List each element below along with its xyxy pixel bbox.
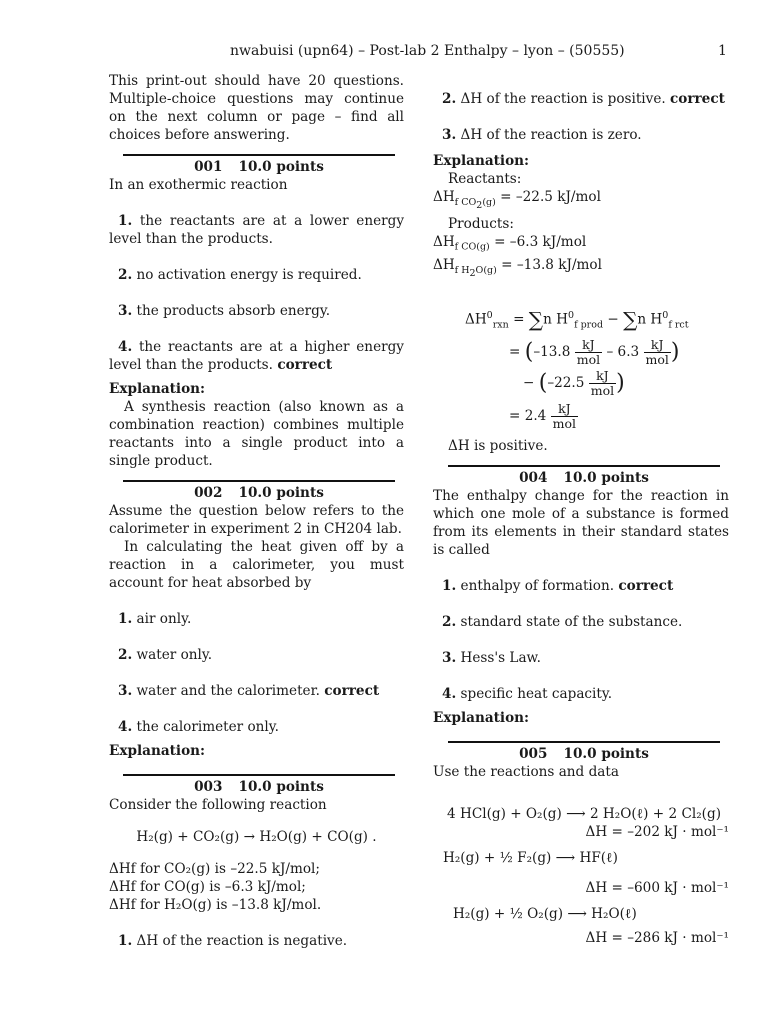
question-points: 10.0 points [563, 746, 649, 763]
choice-item: 4. the reactants are at a higher energy level than the products. correct [109, 339, 404, 373]
question-points: 10.0 points [238, 779, 324, 795]
choice-item: 3. the products absorb energy. [118, 303, 331, 319]
question-prompt: Consider the following reaction [109, 797, 327, 813]
choice-item: 2. water only. [118, 647, 213, 663]
question-prompt: The enthalpy change for the reaction in which one mole of a substance is formed from its elements in their standard states is called [433, 488, 729, 559]
reactants-label: Reactants: [448, 171, 522, 187]
correct-marker: correct [670, 91, 725, 107]
question-number: 003 [194, 779, 223, 795]
question-number: 005 [519, 746, 548, 763]
question-prompt: Assume the question below refers to the calorimeter in experiment 2 in CH204 lab. [109, 503, 404, 537]
reactant-enthalpy: $\Delta H_{f CO_2(g)} = -22.5$ kJ/mol [433, 189, 601, 211]
question-header-001 [123, 154, 395, 176]
calc-definition: $\Delta H^0_{rxn} = \sum n$ $H^0_{f prod} - \sum n$ $H^0_{f rct}$ [465, 307, 689, 332]
left-column [109, 72, 404, 950]
question-points: 10.0 points [563, 470, 649, 487]
reaction-1: 4 HCl(g) + O₂(g) ⟶ 2 H₂O(ℓ) + 2 Cl₂(g) [447, 806, 721, 823]
data-line: ΔHf for H₂O(g) is –13.8 kJ/mol. [109, 897, 322, 913]
enthalpy-calculation [433, 307, 729, 431]
products-label: Products: [448, 215, 514, 232]
choice-item: 4. the calorimeter only. [118, 719, 279, 735]
reaction-equation: H₂(g) + CO₂(g) → H₂O(g) + CO(g) . [136, 829, 377, 845]
product-enthalpy: $\Delta H_{f H_2O(g)} = -13.8$ kJ/mol [433, 257, 602, 279]
question-points: 10.0 points [238, 159, 324, 175]
question-number: 002 [194, 485, 223, 501]
page-header [0, 43, 768, 63]
explanation-conclusion: ΔH is positive. [448, 438, 548, 455]
product-enthalpy: $\Delta H_{f CO(g)} = -6.3$ kJ/mol [433, 233, 587, 253]
choice-item: 1. the reactants are at a lower energy level than the products. [109, 213, 404, 247]
explanation-label: Explanation: [109, 381, 206, 397]
header-title: nwabuisi (upn64) – Post-lab 2 Enthalpy – lyon – (50555) [230, 43, 625, 59]
reaction-2: H₂(g) + ½ F₂(g) ⟶ HF(ℓ) [443, 850, 618, 867]
choice-item: 1. air only. [118, 611, 192, 627]
choice-item: 4. specific heat capacity. [442, 686, 613, 703]
reaction-3: H₂(g) + ½ O₂(g) ⟶ H₂O(ℓ) [453, 906, 637, 923]
question-header-003 [123, 774, 395, 796]
intro-text: This print-out should have 20 questions. Multiple-choice questions may continue on the next column or page – find all choices before answering. [109, 73, 404, 143]
calc-line-2: − (–22.5 $\frac{kJ}{\text{mol}}$ ) [523, 368, 625, 399]
explanation-label: Explanation: [109, 743, 206, 759]
question-prompt: In calculating the heat given off by a reaction in a calorimeter, you must account for heat absorbed by [109, 539, 404, 591]
explanation-label: Explanation: [433, 710, 530, 727]
question-header-002 [123, 480, 395, 502]
question-header-004 [448, 465, 720, 487]
choice-item: 2. no activation energy is required. [118, 267, 362, 283]
correct-marker: correct [277, 357, 333, 373]
data-line: ΔHf for CO₂(g) is –22.5 kJ/mol; [109, 861, 320, 877]
question-number: 001 [194, 159, 223, 175]
explanation-label: Explanation: [433, 153, 530, 169]
question-number: 004 [519, 470, 548, 487]
correct-marker: correct [618, 578, 674, 595]
choice-item: 3. Hess's Law. [442, 650, 541, 667]
calc-result: = 2.4 $\frac{kJ}{\text{mol}}$ [509, 401, 577, 432]
choice-item: 1. enthalpy of formation. correct [442, 578, 674, 595]
correct-marker: correct [324, 683, 380, 699]
reaction-2-enthalpy: ΔH = –600 kJ · mol⁻¹ [585, 880, 729, 897]
data-line: ΔHf for CO(g) is –6.3 kJ/mol; [109, 879, 306, 895]
choice-item: 2. standard state of the substance. [442, 614, 683, 631]
calc-line-1: = (–13.8 $\frac{kJ}{\text{mol}}$ – 6.3 $\frac{kJ}{\text{mol}}$ ) [509, 337, 680, 368]
explanation-text: A synthesis reaction (also known as a combination reaction) combines multiple reactants into a single product into a single product. [109, 399, 404, 469]
choice-item: 1. ΔH of the reaction is negative. [118, 933, 348, 949]
question-header-005 [448, 741, 720, 763]
reaction-1-enthalpy: ΔH = –202 kJ · mol⁻¹ [585, 824, 729, 841]
choice-item: 3. ΔH of the reaction is zero. [442, 127, 642, 143]
right-column [433, 72, 729, 947]
question-points: 10.0 points [238, 485, 324, 501]
question-prompt: In an exothermic reaction [109, 177, 288, 193]
choice-item: 3. water and the calorimeter. correct [118, 683, 380, 699]
question-prompt: Use the reactions and data [433, 764, 619, 781]
page-number: 1 [718, 43, 727, 59]
choice-item: 2. ΔH of the reaction is positive. correct [442, 91, 725, 107]
reaction-3-enthalpy: ΔH = –286 kJ · mol⁻¹ [585, 930, 729, 947]
